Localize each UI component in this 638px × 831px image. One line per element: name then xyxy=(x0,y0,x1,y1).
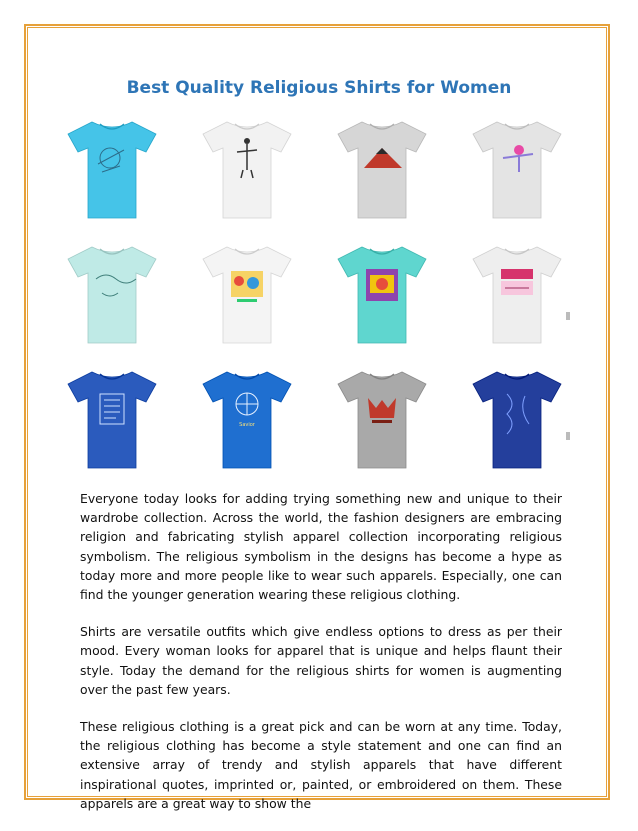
shirt-image xyxy=(467,239,567,349)
shirt-body xyxy=(68,122,156,218)
tshirt-graphic xyxy=(332,239,432,349)
shirt-gallery xyxy=(62,114,572,474)
tshirt-graphic xyxy=(332,364,432,474)
tshirt-graphic xyxy=(332,114,432,224)
tshirt-graphic xyxy=(197,239,297,349)
shirt-body xyxy=(473,372,561,468)
shirt-image xyxy=(62,114,162,224)
shirt-body xyxy=(473,122,561,218)
shirt-image xyxy=(467,364,567,474)
shirt-print xyxy=(366,269,398,301)
shirt-image xyxy=(197,364,297,474)
svg-text:Savior: Savior xyxy=(239,422,255,428)
paragraph: Everyone today looks for adding trying something new and unique to their wardrobe collection. Across the world, the fashion designers are embracing religion and fabricating stylish apparel collection incorporating religious symbolism. The religious symbolism in the designs has become a hype as today more and more people like to wear such apparels. Especially, one can find the younger generation wearing these religious clothing. xyxy=(80,491,562,603)
paragraph: Shirts are versatile outfits which give endless options to dress as per their mood. Every woman looks for apparel that is unique and helps flaunt their style. Today the demand for the religious shirts for women is augmenting over the past few years. xyxy=(80,624,562,697)
shirt-body xyxy=(68,372,156,468)
tshirt-graphic xyxy=(467,239,567,349)
edge-mark xyxy=(566,432,570,440)
shirt-image xyxy=(197,114,297,224)
shirt-image xyxy=(332,114,432,224)
shirt-body xyxy=(203,372,291,468)
tshirt-graphic xyxy=(467,364,567,474)
shirt-image xyxy=(197,239,297,349)
paragraph: These religious clothing is a great pick and can be worn at any time. Today, the religious clothing has become a style statement and one can find an extensive array of trendy and stylish apparels that have different inspirational quotes, imprinted or, painted, or embroidered on them. These apparels are a great way to show the xyxy=(80,719,562,811)
shirt-image xyxy=(62,364,162,474)
shirt-print xyxy=(501,269,533,295)
tshirt-graphic xyxy=(62,114,162,224)
article-body xyxy=(80,489,562,831)
shirt-image xyxy=(62,239,162,349)
tshirt-graphic xyxy=(197,114,297,224)
shirt-image xyxy=(332,239,432,349)
edge-mark xyxy=(566,312,570,320)
shirt-body xyxy=(338,122,426,218)
tshirt-graphic xyxy=(197,364,297,474)
shirt-image xyxy=(332,364,432,474)
shirt-image xyxy=(467,114,567,224)
shirt-body xyxy=(68,247,156,343)
tshirt-graphic xyxy=(62,239,162,349)
page-title: Best Quality Religious Shirts for Women xyxy=(126,78,512,98)
tshirt-graphic xyxy=(62,364,162,474)
tshirt-graphic xyxy=(467,114,567,224)
